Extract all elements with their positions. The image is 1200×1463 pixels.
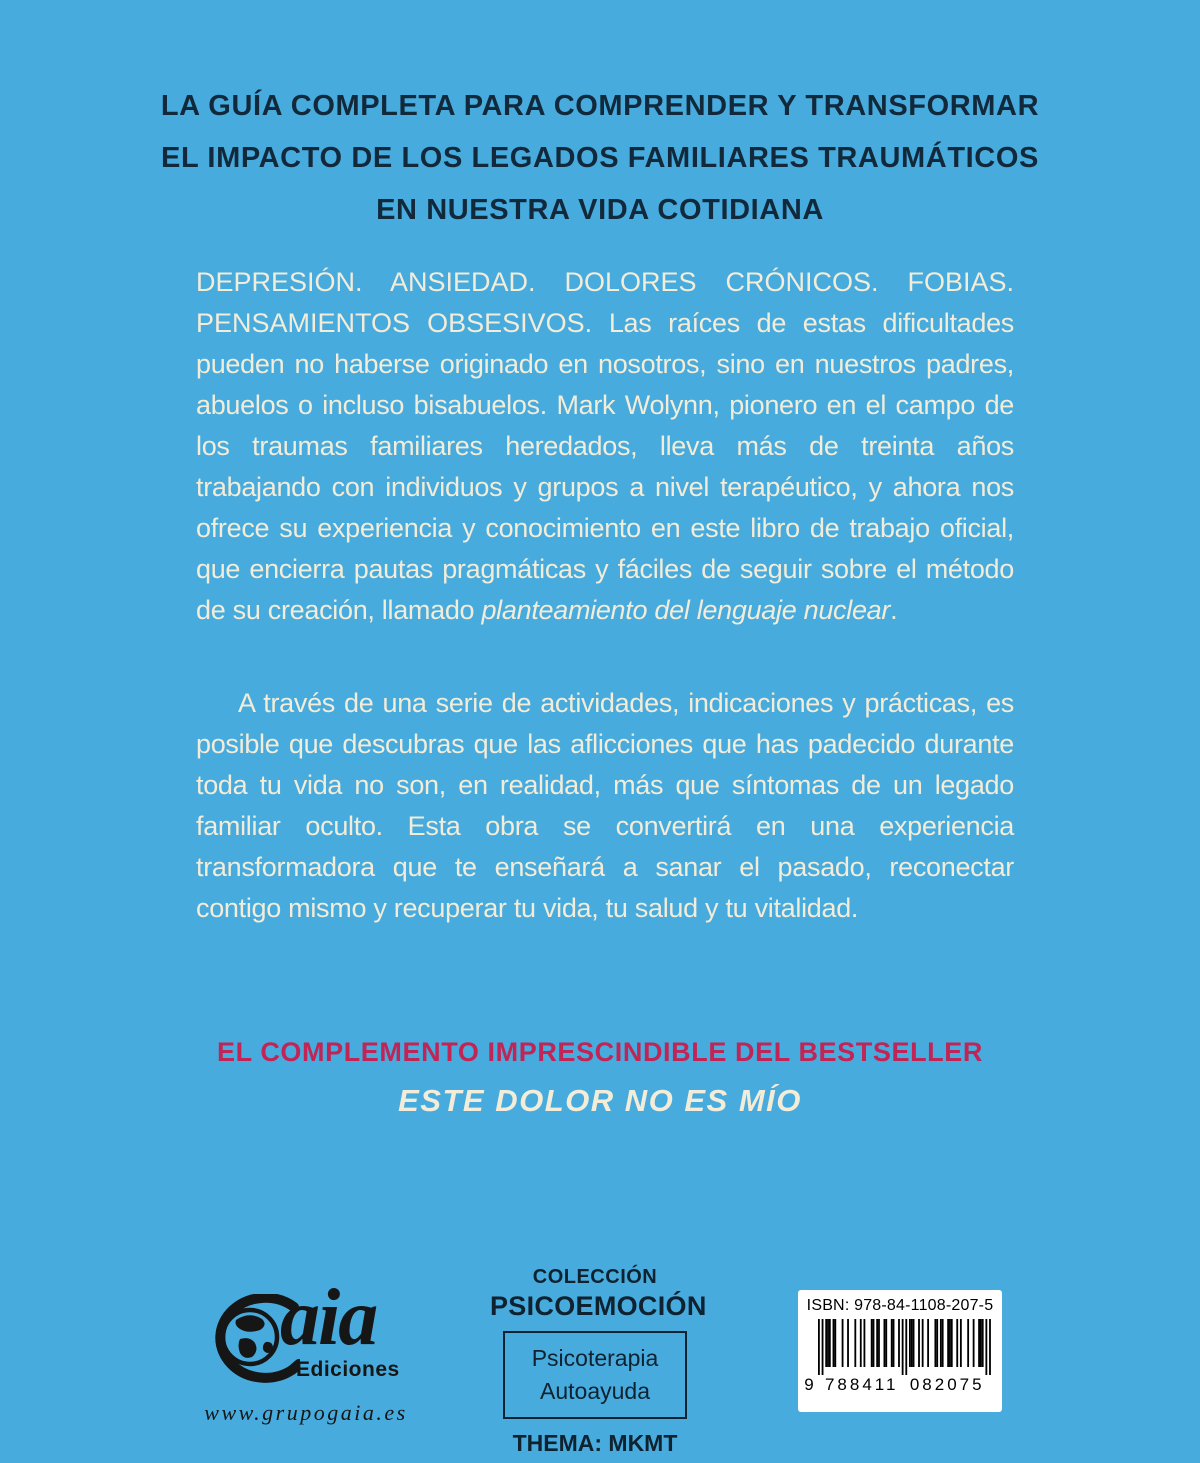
gaia-wordmark: aia <box>280 1274 377 1362</box>
collection-name: PSICOEMOCIÓN <box>490 1291 707 1321</box>
category-psicoterapia: Psicoterapia <box>531 1345 659 1371</box>
publisher-logo-block <box>196 1274 416 1426</box>
tagline-line-1: LA GUÍA COMPLETA PARA COMPRENDER Y TRANSFORMAR <box>160 90 1040 122</box>
category-autoayuda: Autoayuda <box>540 1378 650 1404</box>
publisher-website: www.grupogaia.es <box>204 1400 408 1425</box>
collection-block <box>490 1266 707 1457</box>
synopsis-paragraph-2: A través de una serie de actividades, indicaciones y prácticas, es posible que descubras que las aflicciones que has padecido durante toda tu vida no son, en realidad, más que síntomas de un legado familiar oculto. Esta obra se convertirá en una experiencia transformadora que te enseñará a sanar el pasado, reconectar contigo mismo y recuperar tu vida, tu salud y tu vitalidad. <box>196 688 1014 923</box>
back-cover-copy <box>196 262 1014 929</box>
tagline-line-3: EN NUESTRA VIDA COTIDIANA <box>376 194 824 226</box>
sentence-period: . <box>890 595 898 625</box>
synopsis-paragraph-1 <box>196 262 1014 631</box>
ean13-barcode <box>802 1319 998 1395</box>
category-box <box>503 1331 687 1419</box>
method-name-italic: planteamiento del lenguaje nuclear <box>481 595 891 625</box>
symptoms-caps-lead: DEPRESIÓN. ANSIEDAD. DOLORES CRÓNICOS. FOBIAS. PENSAMIENTOS OBSESIVOS. <box>196 267 1014 338</box>
isbn-barcode-box <box>798 1290 1002 1412</box>
svg-text:788411: 788411 <box>824 1375 899 1394</box>
bestseller-kicker: EL COMPLEMENTO IMPRESCINDIBLE DEL BESTSELLER <box>217 1037 983 1067</box>
gaia-logo <box>196 1274 416 1384</box>
thema-code: THEMA: MKMT <box>512 1430 678 1456</box>
bestseller-book-title: ESTE DOLOR NO ES MÍO <box>398 1083 802 1118</box>
collection-label: COLECCIÓN <box>532 1266 658 1288</box>
svg-text:9: 9 <box>804 1375 814 1394</box>
isbn-label: ISBN: 978-84-1108-207-5 <box>806 1297 994 1314</box>
tagline-line-2: EL IMPACTO DE LOS LEGADOS FAMILIARES TRAUMÁTICOS <box>161 142 1039 174</box>
gaia-ediciones-label: Ediciones <box>296 1358 400 1381</box>
synopsis-text: Las raíces de estas dificultades pueden no haberse originado en nosotros, sino en nuestros padres, abuelos o incluso bisabuelos. Mark Wolynn, pionero en el campo de los traumas familiares heredados, lleva más de treinta años trabajando con individuos y grupos a nivel terapéutico, y ahora nos ofrece su experiencia y conocimiento en este libro de trabajo oficial, que encierra pautas pragmáticas y fáciles de seguir sobre el método de su creación, llamado <box>196 308 1014 625</box>
svg-text:082075: 082075 <box>909 1375 985 1394</box>
cover-tagline <box>0 80 1200 236</box>
